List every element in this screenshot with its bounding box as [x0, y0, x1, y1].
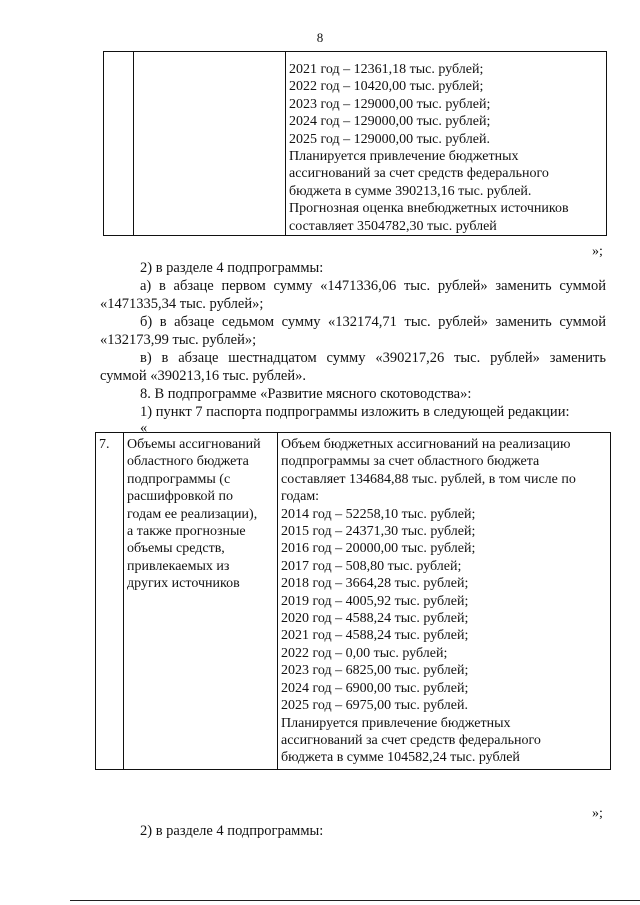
paragraph-amend-b: б) в абзаце седьмом сумму «132174,71 тыс. рублей» заменить суммой [140, 314, 606, 330]
table2-content-line: 2017 год – 508,80 тыс. рублей; [281, 558, 462, 574]
table2-content-line: бюджета в сумме 104582,24 тыс. рублей [281, 750, 520, 766]
table2-content-line: годам: [281, 489, 320, 505]
table2-content-line: 2016 год – 20000,00 тыс. рублей; [281, 541, 476, 557]
table2-content-line: 2021 год – 4588,24 тыс. рублей; [281, 628, 469, 644]
table1-line: бюджета в сумме 390213,16 тыс. рублей. [289, 183, 532, 199]
table2-number-cell [96, 433, 124, 770]
table1-line: ассигнований за счет средств федерального [289, 166, 549, 182]
table2-content-line: 2023 год – 6825,00 тыс. рублей; [281, 663, 469, 679]
paragraph-subprogram-heading: 8. В подпрограмме «Развитие мясного скотоводства»: [140, 386, 472, 402]
paragraph-amend-c-cont: суммой «390213,16 тыс. рублей». [100, 368, 306, 384]
table1-line: составляет 3504782,30 тыс. рублей [289, 218, 497, 234]
paragraph-amend-a-cont: «1471335,34 тыс. рублей»; [100, 296, 264, 312]
table1-number-cell [104, 52, 134, 236]
table2-content-line: ассигнований за счет средств федерального [281, 732, 541, 748]
paragraph-passport-item: 1) пункт 7 паспорта подпрограммы изложить в следующей редакции: [140, 404, 570, 420]
table2-content-line: 2024 год – 6900,00 тыс. рублей; [281, 680, 469, 696]
table2-label-line: расшифровкой по [127, 489, 233, 505]
budget-table-continued [103, 51, 607, 236]
table2-content-line: 2018 год – 3664,28 тыс. рублей; [281, 576, 469, 592]
table2-content-line: составляет 134684,88 тыс. рублей, в том числе по [281, 471, 576, 487]
table2-content-line: 2025 год – 6975,00 тыс. рублей. [281, 698, 468, 714]
table1-line: Прогнозная оценка внебюджетных источников [289, 201, 569, 217]
table2-label-line: привлекаемых из [127, 558, 230, 574]
table2-content-line: 2014 год – 52258,10 тыс. рублей; [281, 506, 476, 522]
closing-quote: »; [592, 244, 603, 259]
paragraph-amend-b-cont: «132173,99 тыс. рублей»; [100, 332, 257, 348]
table2-content-line: Планируется привлечение бюджетных [281, 715, 511, 731]
closing-quote: »; [592, 806, 603, 821]
table2-label-line: областного бюджета [127, 454, 249, 470]
row-number: 7. [99, 437, 110, 452]
table2-content-line: подпрограммы за счет областного бюджета [281, 454, 540, 470]
table2-label-line: подпрограммы (с [127, 471, 231, 487]
table2-label-line: объемы средств, [127, 541, 225, 557]
table1-line: 2023 год – 129000,00 тыс. рублей; [289, 96, 491, 112]
table1-content-cell [286, 52, 607, 236]
table2-content-line: 2015 год – 24371,30 тыс. рублей; [281, 524, 476, 540]
table2-label-cell [124, 433, 278, 770]
table1-line: 2021 год – 12361,18 тыс. рублей; [289, 62, 484, 77]
opening-quote: « [140, 420, 148, 436]
page-number: 8 [316, 30, 324, 45]
table2-label-line: Объемы ассигнований [127, 437, 261, 452]
table1-line: 2022 год – 10420,00 тыс. рублей; [289, 79, 484, 95]
table2-content-line: 2022 год – 0,00 тыс. рублей; [281, 645, 448, 661]
table1-line: Планируется привлечение бюджетных [289, 149, 519, 165]
paragraph-section4: 2) в разделе 4 подпрограммы: [140, 260, 324, 276]
bottom-rule [70, 900, 640, 901]
table1-line: 2024 год – 129000,00 тыс. рублей; [289, 114, 491, 130]
table1-line: 2025 год – 129000,00 тыс. рублей. [289, 131, 490, 147]
table1-label-cell [134, 52, 286, 236]
table2-content-line: Объем бюджетных ассигнований на реализацию [281, 437, 571, 452]
table2-content-line: 2020 год – 4588,24 тыс. рублей; [281, 611, 469, 627]
table2-label-line: других источников [127, 576, 240, 592]
paragraph-final: 2) в разделе 4 подпрограммы: [140, 823, 324, 839]
table2-label-line: а также прогнозные [127, 524, 246, 540]
table2-label-line: годам ее реализации), [127, 506, 258, 522]
paragraph-amend-c: в) в абзаце шестнадцатом сумму «390217,26 тыс. рублей» заменить [140, 350, 606, 366]
table2-content-cell [278, 433, 611, 770]
table2-content-line: 2019 год – 4005,92 тыс. рублей; [281, 593, 469, 609]
paragraph-amend-a: а) в абзаце первом сумму «1471336,06 тыс. рублей» заменить суммой [140, 278, 606, 294]
budget-table-meat-cattle [95, 432, 611, 770]
